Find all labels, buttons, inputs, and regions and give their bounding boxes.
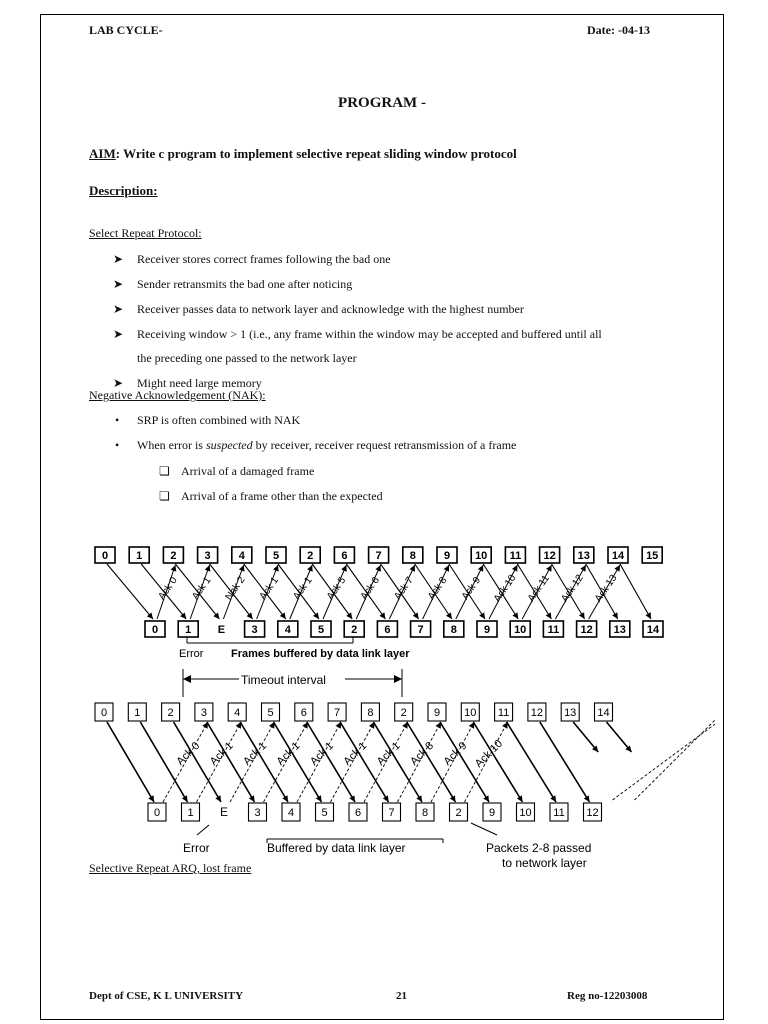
received-frame-label: 3: [251, 624, 258, 636]
ack-label: Ack 1: [307, 739, 336, 768]
arrow-bullet-icon: ➤: [113, 277, 124, 291]
nak-heading: Negative Acknowledgement (NAK):: [89, 388, 266, 402]
description-heading: Description:: [89, 183, 158, 198]
ack-label: Ack 11: [525, 573, 552, 604]
frame-arrow-head: [379, 612, 385, 619]
sent-frame-label: 1: [134, 707, 141, 719]
received-frame-label: 9: [483, 624, 491, 636]
sent-frame-label: 8: [409, 550, 416, 562]
ack-label: Ack 0: [174, 739, 203, 768]
ack-label: Ack 1: [274, 739, 303, 768]
error-label: Error: [183, 841, 210, 855]
frame-arrow-lost-head: [213, 612, 219, 619]
frame-arrow-head: [446, 612, 452, 619]
sent-frame-label: 9: [433, 707, 441, 719]
sent-frame-label: 8: [367, 707, 374, 719]
received-frame-label: 1: [187, 807, 194, 819]
frame-arrow-head: [313, 612, 319, 619]
bullet-icon: •: [115, 438, 120, 452]
sent-frame-label: 1: [136, 550, 143, 562]
ack-arrow-head: [502, 722, 507, 729]
received-frame-label: 1: [185, 624, 192, 636]
arrow-bullet-icon: ➤: [113, 376, 124, 390]
srp-heading: Select Repeat Protocol:: [89, 226, 202, 240]
ack-label: Ack 10: [472, 737, 506, 771]
sent-frame-label: 2: [167, 707, 174, 719]
sent-frame-label: 6: [300, 707, 307, 719]
figure-caption: Selective Repeat ARQ, lost frame: [89, 861, 252, 875]
ack-label: Ack 10: [491, 572, 519, 605]
ack-label: Ack 5: [324, 575, 349, 602]
sent-frame-label: 10: [464, 707, 477, 719]
sent-frame-label: 0: [100, 707, 108, 719]
sent-frame-label: 2: [170, 550, 177, 562]
received-frame-label: 3: [254, 807, 261, 819]
received-frame-label: 10: [514, 624, 527, 636]
received-frame-label: 2: [455, 807, 462, 819]
received-frame-label: 10: [519, 807, 532, 819]
sent-frame-label: 5: [272, 550, 280, 562]
frame-arrow-head: [546, 612, 552, 619]
checkbox-bullet-icon: ❏: [159, 464, 170, 478]
ack-label: Ack 1: [241, 739, 270, 768]
frame-arrow-head: [512, 612, 518, 619]
received-frame-label: 6: [384, 624, 391, 636]
received-frame-label: 7: [417, 624, 424, 636]
received-frame-label: 7: [388, 807, 395, 819]
ack-label: Ack 0: [156, 575, 180, 602]
frame-arrow: [107, 564, 153, 619]
frame-arrow-head: [346, 612, 352, 619]
ack-label: Nak 2: [223, 574, 248, 603]
received-frame-label: 4: [284, 624, 291, 636]
date-header: Date: -04-13: [587, 23, 650, 37]
sent-frame-label: 11: [509, 550, 522, 562]
received-frame-label: 4: [287, 807, 295, 819]
pass-label-2: to network layer: [502, 856, 587, 870]
page-title: PROGRAM -: [338, 95, 426, 111]
bullet-icon: •: [115, 413, 120, 427]
sent-frame-label: 2: [400, 707, 407, 719]
ack-label: Ack 9: [459, 575, 484, 602]
arrow-bullet-icon: ➤: [113, 252, 124, 266]
received-frame-label: 14: [646, 624, 660, 636]
frame-arrow-head: [479, 612, 485, 619]
sent-frame-label: 14: [611, 550, 625, 562]
sent-frame-label: 15: [646, 550, 659, 562]
sent-frame-label: 14: [597, 707, 610, 719]
sent-frame-label: 6: [341, 550, 348, 562]
ack-label: Ack 9: [441, 739, 470, 768]
checkbox-bullet-icon: ❏: [159, 489, 170, 503]
ack-arrow-head: [469, 722, 474, 729]
sent-frame-label: 0: [101, 550, 109, 562]
ack-label: Ack 1: [291, 575, 315, 602]
sent-frame-label: 4: [238, 550, 245, 562]
received-frame-label: 5: [317, 624, 325, 636]
footer-page-number: 21: [396, 990, 407, 1002]
frame-arrow: [620, 564, 651, 619]
footer-reg-no: Reg no-12203008: [567, 990, 648, 1002]
footer-dept: Dept of CSE, K L UNIVERSITY: [89, 990, 244, 1002]
received-frame-label: 8: [421, 807, 429, 819]
error-label: Error: [179, 648, 204, 660]
buffer-label: Frames buffered by data link layer: [231, 648, 410, 660]
frame-arrow-head: [247, 612, 253, 619]
ack-label: Ack 13: [592, 572, 620, 605]
frame-arrow: [507, 722, 556, 802]
sent-frame-label: 12: [543, 550, 556, 562]
error-mark: E: [217, 624, 226, 636]
pass-label-1: Packets 2-8 passed: [486, 841, 592, 855]
ack-label: Ack 1: [341, 739, 370, 768]
received-frame-label: 13: [613, 624, 626, 636]
received-frame-label: 12: [580, 624, 593, 636]
received-frame-label: 2: [351, 624, 358, 636]
ack-label: Ack 8: [408, 739, 437, 768]
received-frame-label: 6: [354, 807, 362, 819]
sent-frame-label: 7: [334, 707, 341, 719]
sent-frame-label: 2: [307, 550, 314, 562]
frame-arrow-head: [280, 612, 286, 619]
sent-frame-label: 7: [375, 550, 382, 562]
lab-cycle-header: LAB CYCLE-: [89, 23, 163, 37]
ack-arrow-head: [402, 722, 408, 729]
sent-frame-label: 10: [475, 550, 488, 562]
received-frame-label: 0: [153, 807, 161, 819]
sent-frame-label: 13: [564, 707, 577, 719]
ack-label: Ack 6: [358, 575, 383, 602]
received-frame-label: 0: [151, 624, 159, 636]
sent-frame-label: 4: [234, 707, 241, 719]
sent-frame-label: 12: [530, 707, 544, 719]
ack-label: Ack 7: [392, 575, 416, 602]
sent-frame-label: 3: [200, 707, 207, 719]
ack-label: Ack 1: [374, 739, 403, 768]
ack-label: Ack 8: [426, 575, 450, 602]
sent-frame-label: 11: [497, 707, 510, 719]
error-mark: E: [219, 805, 229, 819]
ack-label: Ack 1: [207, 739, 236, 768]
ack-label: Ack 1: [190, 575, 214, 602]
buffer-label: Buffered by data link layer: [267, 841, 406, 855]
document-page: LAB CYCLE- Date: -04-13 PROGRAM - AIM: Write c program to implement selective repeat sliding window protocol Description: Select Repeat Protocol: ➤ Receiver stores correct frames following the bad one ➤ Sender retransmits the bad one after noticing ➤ Receiver passes data to network layer and acknowledge with the highest number ➤ Receiving window > 1 (i.e., any frame within the window may be accepted and buffered until all the preceding one passed to the network layer ➤ Might need large memory Negative Acknowledgement (NAK): • SRP is often combined with NAK • When error is suspected by receiver, receiver request retransmission of a frame ❏ Arrival of a damaged frame ❏ Arrival of a frame other than the expected Error Frames buffered by data link layer Ack 0 Ack 1 Nak 2 Ack 1 Ack 1 Ack 5 Ack 6 Ack 7 Ack 8 Ack 9 Ack 10 Ack 11 Ack 12 Ack 13 0 1 2 3 4 5 2 6 7 8 9 10 11 12 13 14 15 0 1 E 3 4 5 2 6 7 8 9 10 11 12 13 14 Timeout interval Error Buffered by data link layer Packets 2-8 passed to network layer Ack 0 Ack 1 Ack 1 Ack 1 Ack 1 Ack 1 Ack 1 Ack 8 Ack 9 Ack 10 0 1 2 3 4 5 6 7 8 2 9 10 11 12 13 14 0 1 E 3 4 5 6 7 8 2 9 10 11 12 Selective Repeat ARQ, lost frame Dept of CSE, K L UNIVERSITY 21 Reg no-12203008: [40, 14, 724, 1020]
frame-arrow-head: [413, 612, 419, 619]
ack-arrow-trailing: [635, 720, 716, 800]
sent-frame-label: 5: [267, 707, 274, 719]
sent-frame-label: 9: [443, 550, 451, 562]
sent-frame-label: 13: [577, 550, 590, 562]
ack-label: Ack 1: [257, 575, 281, 602]
ack-arrow-head: [369, 722, 375, 729]
received-frame-label: 5: [321, 807, 328, 819]
frame-arrow: [540, 722, 590, 802]
received-frame-label: 11: [547, 624, 560, 636]
aim-label: AIM: [89, 146, 116, 161]
received-frame-label: 9: [488, 807, 496, 819]
ack-label: Ack 12: [559, 572, 586, 605]
arrow-bullet-icon: ➤: [113, 327, 124, 341]
sent-frame-label: 3: [204, 550, 211, 562]
selective-repeat-nak-diagram: [47, 533, 723, 663]
received-frame-label: 11: [553, 807, 565, 819]
timeout-label: Timeout interval: [241, 673, 326, 687]
ack-arrow-head: [171, 565, 177, 572]
arrow-bullet-icon: ➤: [113, 302, 124, 316]
received-frame-label: 12: [586, 807, 599, 819]
ack-arrow-head: [435, 722, 441, 729]
aim-text: : Write c program to implement selective repeat sliding window protocol: [115, 146, 517, 161]
aim-statement: [89, 146, 517, 162]
received-frame-label: 8: [450, 624, 457, 636]
